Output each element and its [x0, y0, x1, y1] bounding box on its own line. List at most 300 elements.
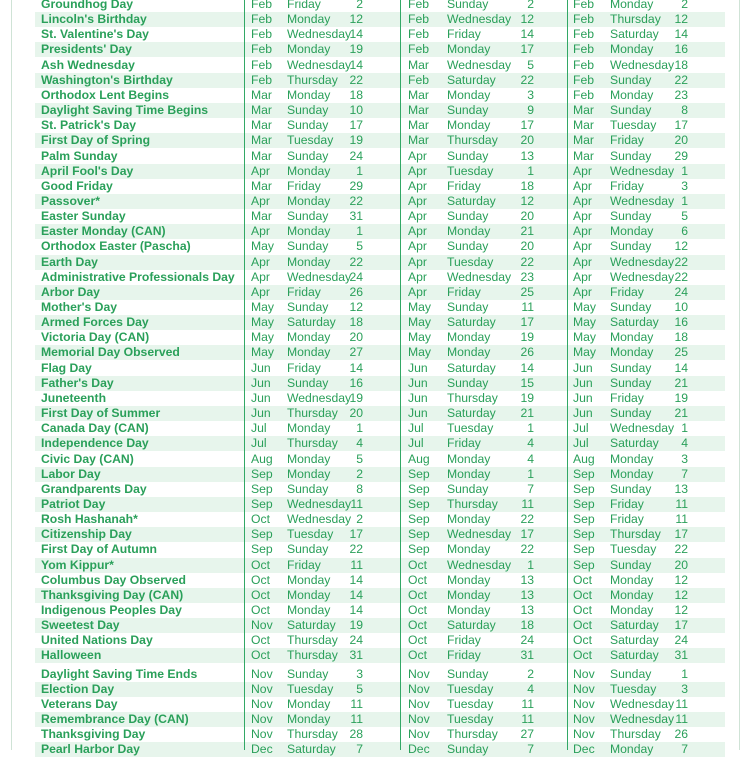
holiday-name: Arbor Day	[41, 284, 100, 299]
y1-date: 31	[349, 648, 363, 663]
y1-month: Mar	[251, 87, 272, 102]
y3-month: Feb	[573, 12, 595, 27]
y1-month: Mar	[251, 103, 272, 118]
y1-weekday: Tuesday	[287, 681, 334, 696]
table-row	[35, 118, 725, 133]
y3-weekday: Monday	[610, 587, 654, 602]
y2-weekday: Friday	[447, 284, 481, 299]
y2-month: Apr	[408, 224, 427, 239]
y3-weekday: Tuesday	[610, 118, 657, 133]
y3-date: 22	[674, 269, 688, 284]
y2-month: Mar	[408, 57, 429, 72]
table-row	[35, 27, 725, 42]
y1-month: Oct	[251, 587, 270, 602]
y1-weekday: Friday	[287, 0, 321, 11]
y3-weekday: Tuesday	[610, 681, 657, 696]
y1-date: 14	[349, 27, 363, 42]
y3-weekday: Thursday	[610, 12, 661, 27]
y3-weekday: Sunday	[610, 239, 652, 254]
y2-weekday: Saturday	[447, 618, 496, 633]
y2-month: Apr	[408, 269, 427, 284]
y3-date: 7	[681, 466, 688, 481]
y2-weekday: Tuesday	[447, 681, 494, 696]
table-row	[35, 255, 725, 270]
y3-weekday: Monday	[610, 451, 654, 466]
y2-weekday: Tuesday	[447, 421, 494, 436]
y3-weekday: Wednesday	[610, 57, 675, 72]
table-row	[35, 467, 725, 482]
y1-date: 11	[350, 496, 363, 511]
y3-weekday: Thursday	[610, 727, 661, 742]
y2-month: Oct	[408, 557, 427, 572]
y1-weekday: Thursday	[287, 648, 338, 663]
holiday-name: Remembrance Day (CAN)	[41, 712, 189, 727]
holiday-name: St. Patrick's Day	[41, 118, 137, 133]
y2-month: Apr	[408, 178, 427, 193]
y3-month: Mar	[573, 103, 594, 118]
y2-weekday: Monday	[447, 42, 491, 57]
y3-date: 7	[681, 742, 688, 757]
table-row	[35, 164, 725, 179]
y2-month: Sep	[408, 496, 430, 511]
y1-weekday: Monday	[287, 12, 331, 27]
y1-month: May	[251, 300, 275, 314]
y1-month: Apr	[251, 269, 270, 284]
table-row	[35, 345, 725, 360]
holiday-name: St. Valentine's Day	[41, 27, 149, 42]
y3-month: Feb	[573, 72, 595, 87]
table-row	[35, 603, 725, 618]
y3-month: Sep	[573, 512, 595, 527]
holiday-name: Passover*	[41, 193, 100, 208]
holiday-name: Juneteenth	[41, 390, 107, 405]
y1-date: 12	[349, 12, 363, 27]
y2-date: 23	[520, 269, 534, 284]
y1-date: 19	[349, 618, 363, 633]
y3-date: 1	[681, 193, 688, 208]
y2-weekday: Thursday	[447, 727, 498, 742]
y3-month: Jul	[573, 421, 589, 436]
table-row	[35, 179, 725, 194]
y2-month: Oct	[408, 587, 427, 602]
table-row	[35, 330, 725, 345]
y1-date: 17	[349, 118, 363, 133]
y3-date: 24	[674, 633, 688, 648]
holiday-name: Indigenous Peoples Day	[41, 603, 182, 617]
y1-weekday: Friday	[287, 284, 321, 299]
y3-date: 11	[675, 696, 688, 711]
y2-date: 4	[527, 436, 534, 451]
holiday-name: Pearl Harbor Day	[41, 742, 140, 757]
holiday-name: Grandparents Day	[41, 481, 147, 496]
y3-weekday: Friday	[610, 133, 644, 148]
y2-month: Aug	[408, 451, 430, 466]
y2-date: 19	[520, 330, 534, 345]
y2-month: May	[408, 330, 432, 345]
y3-date: 29	[674, 148, 688, 163]
y3-weekday: Sunday	[610, 300, 652, 314]
y1-month: Feb	[251, 12, 273, 27]
y1-weekday: Monday	[287, 87, 331, 102]
y1-month: Mar	[251, 148, 272, 163]
y3-month: Aug	[573, 451, 595, 466]
y1-month: Dec	[251, 742, 273, 757]
y3-weekday: Monday	[610, 42, 654, 57]
y1-month: Aug	[251, 451, 273, 466]
y1-date: 18	[349, 315, 363, 330]
table-row	[35, 421, 725, 436]
y3-weekday: Saturday	[610, 633, 659, 648]
y2-weekday: Monday	[447, 512, 491, 527]
y3-date: 22	[674, 72, 688, 87]
y1-date: 19	[349, 42, 363, 57]
y3-month: Mar	[573, 118, 594, 133]
y1-date: 5	[356, 681, 363, 696]
y2-month: Apr	[408, 193, 427, 208]
y1-weekday: Monday	[287, 451, 331, 466]
y2-month: Jul	[408, 436, 424, 451]
y2-month: Sep	[408, 481, 430, 496]
y2-weekday: Monday	[447, 451, 491, 466]
y2-month: Apr	[408, 148, 427, 163]
y1-weekday: Wednesday	[287, 269, 352, 284]
y3-date: 1	[681, 163, 688, 178]
y1-date: 24	[349, 269, 363, 284]
y1-date: 29	[349, 178, 363, 193]
y1-weekday: Thursday	[287, 72, 338, 87]
y2-date: 7	[527, 481, 534, 496]
y2-date: 4	[527, 451, 534, 466]
y1-weekday: Sunday	[287, 481, 329, 496]
y3-date: 5	[681, 209, 688, 224]
y3-date: 16	[674, 315, 688, 330]
y3-weekday: Monday	[610, 0, 654, 11]
y3-date: 17	[674, 118, 688, 133]
y2-month: Oct	[408, 648, 427, 663]
y1-date: 3	[356, 666, 363, 681]
holiday-name: Presidents' Day	[41, 42, 132, 57]
y2-month: Mar	[408, 103, 429, 118]
y1-weekday: Wednesday	[287, 496, 352, 511]
y2-weekday: Saturday	[447, 406, 496, 421]
y1-month: Feb	[251, 72, 273, 87]
table-row	[35, 588, 725, 603]
y2-month: Nov	[408, 727, 430, 742]
holiday-name: Easter Monday (CAN)	[41, 224, 166, 239]
y3-date: 1	[681, 666, 688, 681]
y2-weekday: Friday	[447, 27, 481, 42]
y2-date: 1	[527, 557, 534, 572]
y1-date: 2	[356, 466, 363, 481]
y1-weekday: Monday	[287, 254, 331, 269]
y1-weekday: Friday	[287, 360, 321, 375]
y2-month: Apr	[408, 284, 427, 299]
y2-weekday: Saturday	[447, 315, 496, 330]
y2-date: 22	[520, 254, 534, 269]
y3-date: 11	[675, 712, 688, 727]
table-row	[35, 224, 725, 239]
y1-month: Nov	[251, 727, 273, 742]
y1-month: Nov	[251, 681, 273, 696]
y1-weekday: Wednesday	[287, 57, 352, 72]
y1-weekday: Saturday	[287, 742, 336, 757]
y1-date: 10	[349, 103, 363, 118]
holiday-name: Independence Day	[41, 436, 149, 451]
y2-date: 24	[520, 633, 534, 648]
y3-weekday: Monday	[610, 224, 654, 239]
y2-date: 18	[520, 178, 534, 193]
y1-month: Jun	[251, 406, 271, 421]
y3-weekday: Wednesday	[610, 254, 675, 269]
y1-month: Mar	[251, 118, 272, 133]
y1-weekday: Monday	[287, 224, 331, 239]
y3-weekday: Sunday	[610, 209, 652, 224]
table-row	[35, 527, 725, 542]
y1-month: Feb	[251, 57, 273, 72]
y1-date: 5	[356, 239, 363, 254]
y1-weekday: Sunday	[287, 209, 329, 224]
y1-weekday: Tuesday	[287, 527, 334, 542]
y2-date: 11	[521, 712, 534, 727]
table-row	[35, 103, 725, 118]
y1-date: 11	[350, 557, 363, 572]
y3-month: Oct	[573, 587, 592, 602]
y3-weekday: Sunday	[610, 557, 652, 572]
y2-weekday: Sunday	[447, 666, 489, 681]
y2-month: Feb	[408, 0, 430, 11]
y3-weekday: Saturday	[610, 648, 659, 663]
holiday-name: Armed Forces Day	[41, 315, 149, 330]
y3-date: 13	[674, 481, 688, 496]
holiday-name: Daylight Saving Time Begins	[41, 103, 209, 118]
y1-date: 31	[349, 209, 363, 224]
y2-date: 19	[520, 390, 534, 405]
y3-weekday: Monday	[610, 603, 654, 617]
table-row	[35, 452, 725, 467]
y1-month: Apr	[251, 224, 270, 239]
y3-month: Jun	[573, 390, 593, 405]
table-row	[35, 12, 725, 27]
y3-month: Sep	[573, 527, 595, 542]
y2-date: 1	[527, 466, 534, 481]
holiday-name: Father's Day	[41, 375, 114, 390]
y3-weekday: Monday	[610, 345, 654, 360]
y1-weekday: Tuesday	[287, 133, 334, 148]
y3-date: 8	[681, 103, 688, 118]
y3-weekday: Sunday	[610, 148, 652, 163]
y1-weekday: Thursday	[287, 633, 338, 648]
y2-weekday: Thursday	[447, 496, 498, 511]
y3-date: 22	[674, 542, 688, 557]
y2-weekday: Monday	[447, 603, 491, 617]
y1-month: Jul	[251, 436, 267, 451]
y2-month: Apr	[408, 254, 427, 269]
y1-date: 26	[349, 284, 363, 299]
y1-month: Oct	[251, 512, 270, 527]
y3-weekday: Monday	[610, 330, 654, 345]
y2-weekday: Friday	[447, 648, 481, 663]
y3-date: 3	[681, 451, 688, 466]
y1-month: Nov	[251, 666, 273, 681]
table-row	[35, 73, 725, 88]
y2-date: 25	[520, 284, 534, 299]
table-row	[35, 0, 725, 12]
y2-date: 17	[520, 527, 534, 542]
y3-month: Oct	[573, 603, 592, 617]
y3-weekday: Thursday	[610, 527, 661, 542]
y1-month: Jul	[251, 421, 267, 436]
y3-date: 3	[681, 178, 688, 193]
y2-date: 5	[527, 57, 534, 72]
y1-date: 22	[349, 542, 363, 557]
holiday-name: Halloween	[41, 648, 102, 663]
y2-weekday: Sunday	[447, 300, 489, 314]
y2-month: Sep	[408, 542, 430, 557]
y3-weekday: Sunday	[610, 360, 652, 375]
y1-month: Jun	[251, 375, 271, 390]
y2-month: May	[408, 315, 432, 330]
y2-month: Oct	[408, 603, 427, 617]
y2-month: Jun	[408, 360, 428, 375]
holiday-name: Columbus Day Observed	[41, 572, 186, 587]
y3-date: 24	[674, 284, 688, 299]
y2-month: Oct	[408, 572, 427, 587]
y1-date: 27	[349, 345, 363, 360]
y2-date: 18	[520, 618, 534, 633]
y2-weekday: Monday	[447, 87, 491, 102]
y2-month: Feb	[408, 12, 430, 27]
y1-date: 24	[349, 633, 363, 648]
y2-date: 9	[527, 103, 534, 118]
y2-month: Sep	[408, 512, 430, 527]
y3-month: Sep	[573, 496, 595, 511]
y1-weekday: Friday	[287, 557, 321, 572]
y2-weekday: Friday	[447, 178, 481, 193]
y3-date: 12	[674, 587, 688, 602]
holiday-name: Administrative Professionals Day	[41, 269, 235, 284]
y3-date: 26	[674, 727, 688, 742]
holiday-name: Rosh Hashanah*	[41, 512, 138, 527]
holiday-name: Civic Day (CAN)	[41, 451, 134, 466]
y3-weekday: Wednesday	[610, 421, 675, 436]
holiday-name: First Day of Summer	[41, 406, 161, 421]
y2-weekday: Tuesday	[447, 254, 494, 269]
y1-date: 8	[356, 481, 363, 496]
y3-date: 20	[674, 133, 688, 148]
y1-month: Mar	[251, 209, 272, 224]
holiday-name: Yom Kippur*	[41, 557, 114, 572]
y3-date: 11	[675, 496, 688, 511]
y2-month: Oct	[408, 633, 427, 648]
y1-weekday: Sunday	[287, 239, 329, 254]
y2-weekday: Friday	[447, 633, 481, 648]
y1-date: 14	[349, 587, 363, 602]
holiday-name: Election Day	[41, 681, 115, 696]
y3-weekday: Sunday	[610, 666, 652, 681]
y2-month: Feb	[408, 42, 430, 57]
y3-month: Jun	[573, 406, 593, 421]
y3-weekday: Friday	[610, 512, 644, 527]
y3-weekday: Saturday	[610, 27, 659, 42]
holiday-name: Flag Day	[41, 360, 92, 375]
table-row	[35, 300, 725, 315]
y1-weekday: Sunday	[287, 542, 329, 557]
table-row	[35, 376, 725, 391]
y1-weekday: Thursday	[287, 436, 338, 451]
table-row	[35, 618, 725, 633]
y2-date: 17	[520, 42, 534, 57]
y1-date: 5	[356, 451, 363, 466]
holiday-name: Sweetest Day	[41, 618, 120, 633]
y1-date: 20	[349, 330, 363, 345]
y1-month: Apr	[251, 254, 270, 269]
y3-date: 12	[674, 572, 688, 587]
y1-month: Apr	[251, 284, 270, 299]
y3-weekday: Sunday	[610, 72, 652, 87]
holiday-name: Good Friday	[41, 178, 113, 193]
table-row	[35, 682, 725, 697]
y2-weekday: Monday	[447, 466, 491, 481]
y1-weekday: Saturday	[287, 315, 336, 330]
column-divider-year-1	[244, 0, 245, 750]
y1-weekday: Thursday	[287, 727, 338, 742]
y1-date: 1	[356, 224, 363, 239]
y3-weekday: Friday	[610, 390, 644, 405]
y1-weekday: Sunday	[287, 148, 329, 163]
y3-weekday: Saturday	[610, 315, 659, 330]
y1-date: 16	[349, 375, 363, 390]
y1-month: Oct	[251, 633, 270, 648]
y2-weekday: Wednesday	[447, 557, 512, 572]
holiday-name: Washington's Birthday	[41, 72, 173, 87]
y2-month: Sep	[408, 527, 430, 542]
y3-weekday: Saturday	[610, 618, 659, 633]
y2-date: 26	[520, 345, 534, 360]
y2-month: Nov	[408, 666, 430, 681]
y1-month: Nov	[251, 696, 273, 711]
holiday-name: Easter Sunday	[41, 209, 126, 224]
y3-month: Sep	[573, 466, 595, 481]
y2-date: 20	[520, 239, 534, 254]
holiday-name: Orthodox Lent Begins	[41, 87, 169, 102]
y3-month: Mar	[573, 148, 594, 163]
y1-month: Sep	[251, 481, 273, 496]
y3-weekday: Wednesday	[610, 193, 675, 208]
y1-date: 22	[349, 193, 363, 208]
y2-date: 14	[520, 27, 534, 42]
y1-weekday: Monday	[287, 587, 331, 602]
y2-weekday: Tuesday	[447, 696, 494, 711]
y1-month: Apr	[251, 163, 270, 178]
y3-month: Feb	[573, 27, 595, 42]
y2-date: 12	[520, 12, 534, 27]
y1-month: Sep	[251, 466, 273, 481]
y3-weekday: Friday	[610, 178, 644, 193]
y1-weekday: Monday	[287, 712, 331, 727]
y1-month: Feb	[251, 42, 273, 57]
table-row	[35, 133, 725, 148]
y1-weekday: Sunday	[287, 300, 329, 314]
table-row	[35, 194, 725, 209]
holiday-name: Veterans Day	[41, 696, 118, 711]
y2-month: Jul	[408, 421, 424, 436]
y2-date: 14	[520, 360, 534, 375]
y2-weekday: Monday	[447, 345, 491, 360]
holiday-name: Thanksgiving Day (CAN)	[41, 587, 184, 602]
holiday-name: Orthodox Easter (Pascha)	[41, 239, 191, 254]
y1-weekday: Monday	[287, 466, 331, 481]
table-row	[35, 285, 725, 300]
